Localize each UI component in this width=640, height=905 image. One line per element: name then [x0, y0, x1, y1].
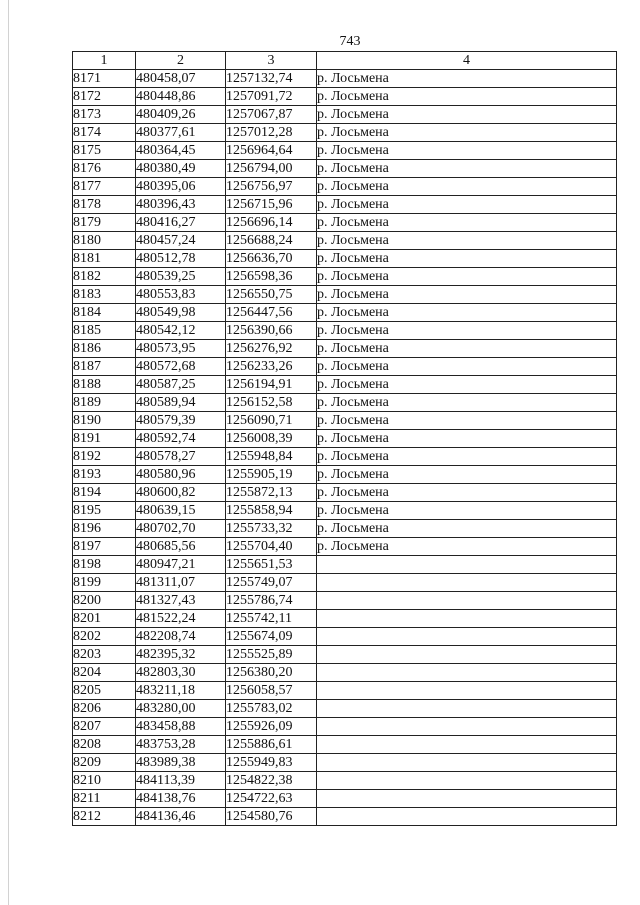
table-row — [73, 304, 617, 322]
cell-note: р. Лосьмена — [317, 214, 617, 232]
cell-point-number: 8171 — [73, 70, 136, 88]
table-row — [73, 448, 617, 466]
cell-x-coordinate: 482208,74 — [136, 628, 226, 646]
table-row — [73, 592, 617, 610]
cell-note — [317, 664, 617, 682]
table-row — [73, 88, 617, 106]
cell-note: р. Лосьмена — [317, 322, 617, 340]
cell-x-coordinate: 484136,46 — [136, 808, 226, 826]
cell-note: р. Лосьмена — [317, 358, 617, 376]
cell-y-coordinate: 1255926,09 — [226, 718, 317, 736]
cell-note: р. Лосьмена — [317, 538, 617, 556]
scan-margin-line — [8, 0, 9, 905]
cell-x-coordinate: 483753,28 — [136, 736, 226, 754]
table-row — [73, 430, 617, 448]
cell-x-coordinate: 480572,68 — [136, 358, 226, 376]
cell-note: р. Лосьмена — [317, 178, 617, 196]
cell-note — [317, 628, 617, 646]
cell-x-coordinate: 480542,12 — [136, 322, 226, 340]
table-row — [73, 718, 617, 736]
table-row — [73, 340, 617, 358]
cell-note: р. Лосьмена — [317, 160, 617, 178]
cell-y-coordinate: 1257012,28 — [226, 124, 317, 142]
cell-note: р. Лосьмена — [317, 304, 617, 322]
cell-x-coordinate: 480589,94 — [136, 394, 226, 412]
cell-x-coordinate: 480409,26 — [136, 106, 226, 124]
cell-note: р. Лосьмена — [317, 70, 617, 88]
cell-point-number: 8185 — [73, 322, 136, 340]
cell-note: р. Лосьмена — [317, 124, 617, 142]
table-row — [73, 142, 617, 160]
cell-point-number: 8210 — [73, 772, 136, 790]
cell-point-number: 8199 — [73, 574, 136, 592]
table-row — [73, 484, 617, 502]
table-header-row — [73, 52, 617, 70]
table-row — [73, 70, 617, 88]
cell-point-number: 8176 — [73, 160, 136, 178]
table-row — [73, 232, 617, 250]
cell-y-coordinate: 1256715,96 — [226, 196, 317, 214]
cell-point-number: 8188 — [73, 376, 136, 394]
table-row — [73, 682, 617, 700]
table-row — [73, 700, 617, 718]
cell-note — [317, 592, 617, 610]
column-header-y: 3 — [226, 52, 317, 70]
cell-point-number: 8179 — [73, 214, 136, 232]
cell-x-coordinate: 480685,56 — [136, 538, 226, 556]
cell-x-coordinate: 480549,98 — [136, 304, 226, 322]
table-row — [73, 754, 617, 772]
cell-note: р. Лосьмена — [317, 106, 617, 124]
cell-x-coordinate: 482395,32 — [136, 646, 226, 664]
cell-note: р. Лосьмена — [317, 430, 617, 448]
cell-y-coordinate: 1255905,19 — [226, 466, 317, 484]
cell-note — [317, 682, 617, 700]
cell-point-number: 8190 — [73, 412, 136, 430]
table-row — [73, 736, 617, 754]
table-row — [73, 268, 617, 286]
cell-point-number: 8212 — [73, 808, 136, 826]
cell-point-number: 8172 — [73, 88, 136, 106]
table-row — [73, 574, 617, 592]
cell-note: р. Лосьмена — [317, 196, 617, 214]
cell-note — [317, 700, 617, 718]
cell-point-number: 8175 — [73, 142, 136, 160]
cell-point-number: 8202 — [73, 628, 136, 646]
cell-point-number: 8205 — [73, 682, 136, 700]
cell-note: р. Лосьмена — [317, 142, 617, 160]
cell-y-coordinate: 1256008,39 — [226, 430, 317, 448]
cell-y-coordinate: 1255783,02 — [226, 700, 317, 718]
cell-note: р. Лосьмена — [317, 286, 617, 304]
cell-point-number: 8211 — [73, 790, 136, 808]
table-body — [73, 70, 617, 826]
cell-note — [317, 718, 617, 736]
cell-x-coordinate: 480573,95 — [136, 340, 226, 358]
cell-y-coordinate: 1256447,56 — [226, 304, 317, 322]
cell-y-coordinate: 1255742,11 — [226, 610, 317, 628]
cell-point-number: 8194 — [73, 484, 136, 502]
cell-point-number: 8195 — [73, 502, 136, 520]
cell-note — [317, 808, 617, 826]
cell-note: р. Лосьмена — [317, 484, 617, 502]
cell-x-coordinate: 483280,00 — [136, 700, 226, 718]
cell-y-coordinate: 1256233,26 — [226, 358, 317, 376]
table-row — [73, 466, 617, 484]
cell-y-coordinate: 1256152,58 — [226, 394, 317, 412]
cell-x-coordinate: 480380,49 — [136, 160, 226, 178]
table-row — [73, 520, 617, 538]
table-row — [73, 628, 617, 646]
cell-x-coordinate: 483458,88 — [136, 718, 226, 736]
cell-point-number: 8191 — [73, 430, 136, 448]
table-row — [73, 664, 617, 682]
cell-x-coordinate: 484138,76 — [136, 790, 226, 808]
cell-note — [317, 790, 617, 808]
cell-y-coordinate: 1255858,94 — [226, 502, 317, 520]
table-row — [73, 106, 617, 124]
cell-x-coordinate: 480458,07 — [136, 70, 226, 88]
cell-x-coordinate: 480512,78 — [136, 250, 226, 268]
table-row — [73, 394, 617, 412]
cell-x-coordinate: 480377,61 — [136, 124, 226, 142]
cell-y-coordinate: 1257067,87 — [226, 106, 317, 124]
table-row — [73, 808, 617, 826]
table-row — [73, 178, 617, 196]
cell-point-number: 8201 — [73, 610, 136, 628]
cell-note: р. Лосьмена — [317, 268, 617, 286]
cell-point-number: 8204 — [73, 664, 136, 682]
cell-y-coordinate: 1254722,63 — [226, 790, 317, 808]
table-row — [73, 214, 617, 232]
table-row — [73, 358, 617, 376]
cell-y-coordinate: 1256696,14 — [226, 214, 317, 232]
cell-note — [317, 772, 617, 790]
cell-x-coordinate: 481522,24 — [136, 610, 226, 628]
cell-point-number: 8182 — [73, 268, 136, 286]
cell-point-number: 8173 — [73, 106, 136, 124]
cell-x-coordinate: 482803,30 — [136, 664, 226, 682]
cell-point-number: 8208 — [73, 736, 136, 754]
cell-y-coordinate: 1256688,24 — [226, 232, 317, 250]
table-row — [73, 790, 617, 808]
cell-y-coordinate: 1256058,57 — [226, 682, 317, 700]
cell-note — [317, 736, 617, 754]
cell-point-number: 8197 — [73, 538, 136, 556]
cell-y-coordinate: 1256390,66 — [226, 322, 317, 340]
table-row — [73, 772, 617, 790]
cell-point-number: 8189 — [73, 394, 136, 412]
cell-point-number: 8184 — [73, 304, 136, 322]
cell-x-coordinate: 480364,45 — [136, 142, 226, 160]
table-row — [73, 196, 617, 214]
cell-y-coordinate: 1256380,20 — [226, 664, 317, 682]
cell-point-number: 8203 — [73, 646, 136, 664]
cell-x-coordinate: 480587,25 — [136, 376, 226, 394]
cell-point-number: 8186 — [73, 340, 136, 358]
cell-x-coordinate: 480578,27 — [136, 448, 226, 466]
cell-x-coordinate: 480947,21 — [136, 556, 226, 574]
cell-x-coordinate: 480639,15 — [136, 502, 226, 520]
column-header-x: 2 — [136, 52, 226, 70]
table-row — [73, 124, 617, 142]
table-row — [73, 412, 617, 430]
cell-point-number: 8196 — [73, 520, 136, 538]
table-row — [73, 160, 617, 178]
cell-y-coordinate: 1256756,97 — [226, 178, 317, 196]
cell-note: р. Лосьмена — [317, 232, 617, 250]
cell-point-number: 8192 — [73, 448, 136, 466]
cell-y-coordinate: 1256964,64 — [226, 142, 317, 160]
cell-note — [317, 646, 617, 664]
cell-y-coordinate: 1256794,00 — [226, 160, 317, 178]
cell-y-coordinate: 1257132,74 — [226, 70, 317, 88]
cell-x-coordinate: 480396,43 — [136, 196, 226, 214]
cell-point-number: 8178 — [73, 196, 136, 214]
page-number: 743 — [339, 34, 361, 49]
cell-note — [317, 574, 617, 592]
cell-note: р. Лосьмена — [317, 394, 617, 412]
cell-y-coordinate: 1255749,07 — [226, 574, 317, 592]
cell-y-coordinate: 1257091,72 — [226, 88, 317, 106]
cell-y-coordinate: 1255886,61 — [226, 736, 317, 754]
cell-x-coordinate: 481327,43 — [136, 592, 226, 610]
cell-point-number: 8174 — [73, 124, 136, 142]
cell-y-coordinate: 1254580,76 — [226, 808, 317, 826]
cell-note — [317, 754, 617, 772]
cell-y-coordinate: 1255525,89 — [226, 646, 317, 664]
cell-x-coordinate: 480553,83 — [136, 286, 226, 304]
cell-point-number: 8177 — [73, 178, 136, 196]
table-row — [73, 376, 617, 394]
cell-x-coordinate: 480539,25 — [136, 268, 226, 286]
cell-note: р. Лосьмена — [317, 502, 617, 520]
column-header-note: 4 — [317, 52, 617, 70]
cell-y-coordinate: 1255948,84 — [226, 448, 317, 466]
cell-x-coordinate: 483211,18 — [136, 682, 226, 700]
cell-x-coordinate: 483989,38 — [136, 754, 226, 772]
cell-y-coordinate: 1254822,38 — [226, 772, 317, 790]
cell-note: р. Лосьмена — [317, 250, 617, 268]
cell-y-coordinate: 1255872,13 — [226, 484, 317, 502]
cell-x-coordinate: 480416,27 — [136, 214, 226, 232]
cell-point-number: 8193 — [73, 466, 136, 484]
cell-y-coordinate: 1255949,83 — [226, 754, 317, 772]
cell-x-coordinate: 480457,24 — [136, 232, 226, 250]
cell-y-coordinate: 1255786,74 — [226, 592, 317, 610]
cell-x-coordinate: 480579,39 — [136, 412, 226, 430]
cell-note: р. Лосьмена — [317, 376, 617, 394]
cell-x-coordinate: 480580,96 — [136, 466, 226, 484]
column-header-point: 1 — [73, 52, 136, 70]
table-row — [73, 502, 617, 520]
cell-note: р. Лосьмена — [317, 466, 617, 484]
cell-point-number: 8207 — [73, 718, 136, 736]
cell-note: р. Лосьмена — [317, 520, 617, 538]
cell-point-number: 8200 — [73, 592, 136, 610]
table-row — [73, 322, 617, 340]
cell-note: р. Лосьмена — [317, 88, 617, 106]
cell-y-coordinate: 1255704,40 — [226, 538, 317, 556]
cell-x-coordinate: 480395,06 — [136, 178, 226, 196]
coordinates-table — [72, 51, 617, 826]
cell-y-coordinate: 1256598,36 — [226, 268, 317, 286]
cell-x-coordinate: 484113,39 — [136, 772, 226, 790]
table-row — [73, 538, 617, 556]
table-row — [73, 610, 617, 628]
table-row — [73, 556, 617, 574]
cell-point-number: 8209 — [73, 754, 136, 772]
cell-x-coordinate: 480592,74 — [136, 430, 226, 448]
cell-point-number: 8180 — [73, 232, 136, 250]
cell-y-coordinate: 1255733,32 — [226, 520, 317, 538]
table-row — [73, 286, 617, 304]
cell-y-coordinate: 1256636,70 — [226, 250, 317, 268]
cell-y-coordinate: 1256090,71 — [226, 412, 317, 430]
cell-x-coordinate: 480600,82 — [136, 484, 226, 502]
table-row — [73, 250, 617, 268]
cell-y-coordinate: 1255674,09 — [226, 628, 317, 646]
cell-point-number: 8183 — [73, 286, 136, 304]
table-row — [73, 646, 617, 664]
cell-note: р. Лосьмена — [317, 340, 617, 358]
cell-x-coordinate: 480702,70 — [136, 520, 226, 538]
cell-y-coordinate: 1256276,92 — [226, 340, 317, 358]
cell-point-number: 8206 — [73, 700, 136, 718]
cell-y-coordinate: 1256194,91 — [226, 376, 317, 394]
cell-note — [317, 556, 617, 574]
cell-note: р. Лосьмена — [317, 412, 617, 430]
cell-point-number: 8198 — [73, 556, 136, 574]
cell-x-coordinate: 480448,86 — [136, 88, 226, 106]
cell-note: р. Лосьмена — [317, 448, 617, 466]
cell-y-coordinate: 1255651,53 — [226, 556, 317, 574]
cell-y-coordinate: 1256550,75 — [226, 286, 317, 304]
cell-note — [317, 610, 617, 628]
cell-x-coordinate: 481311,07 — [136, 574, 226, 592]
cell-point-number: 8187 — [73, 358, 136, 376]
cell-point-number: 8181 — [73, 250, 136, 268]
